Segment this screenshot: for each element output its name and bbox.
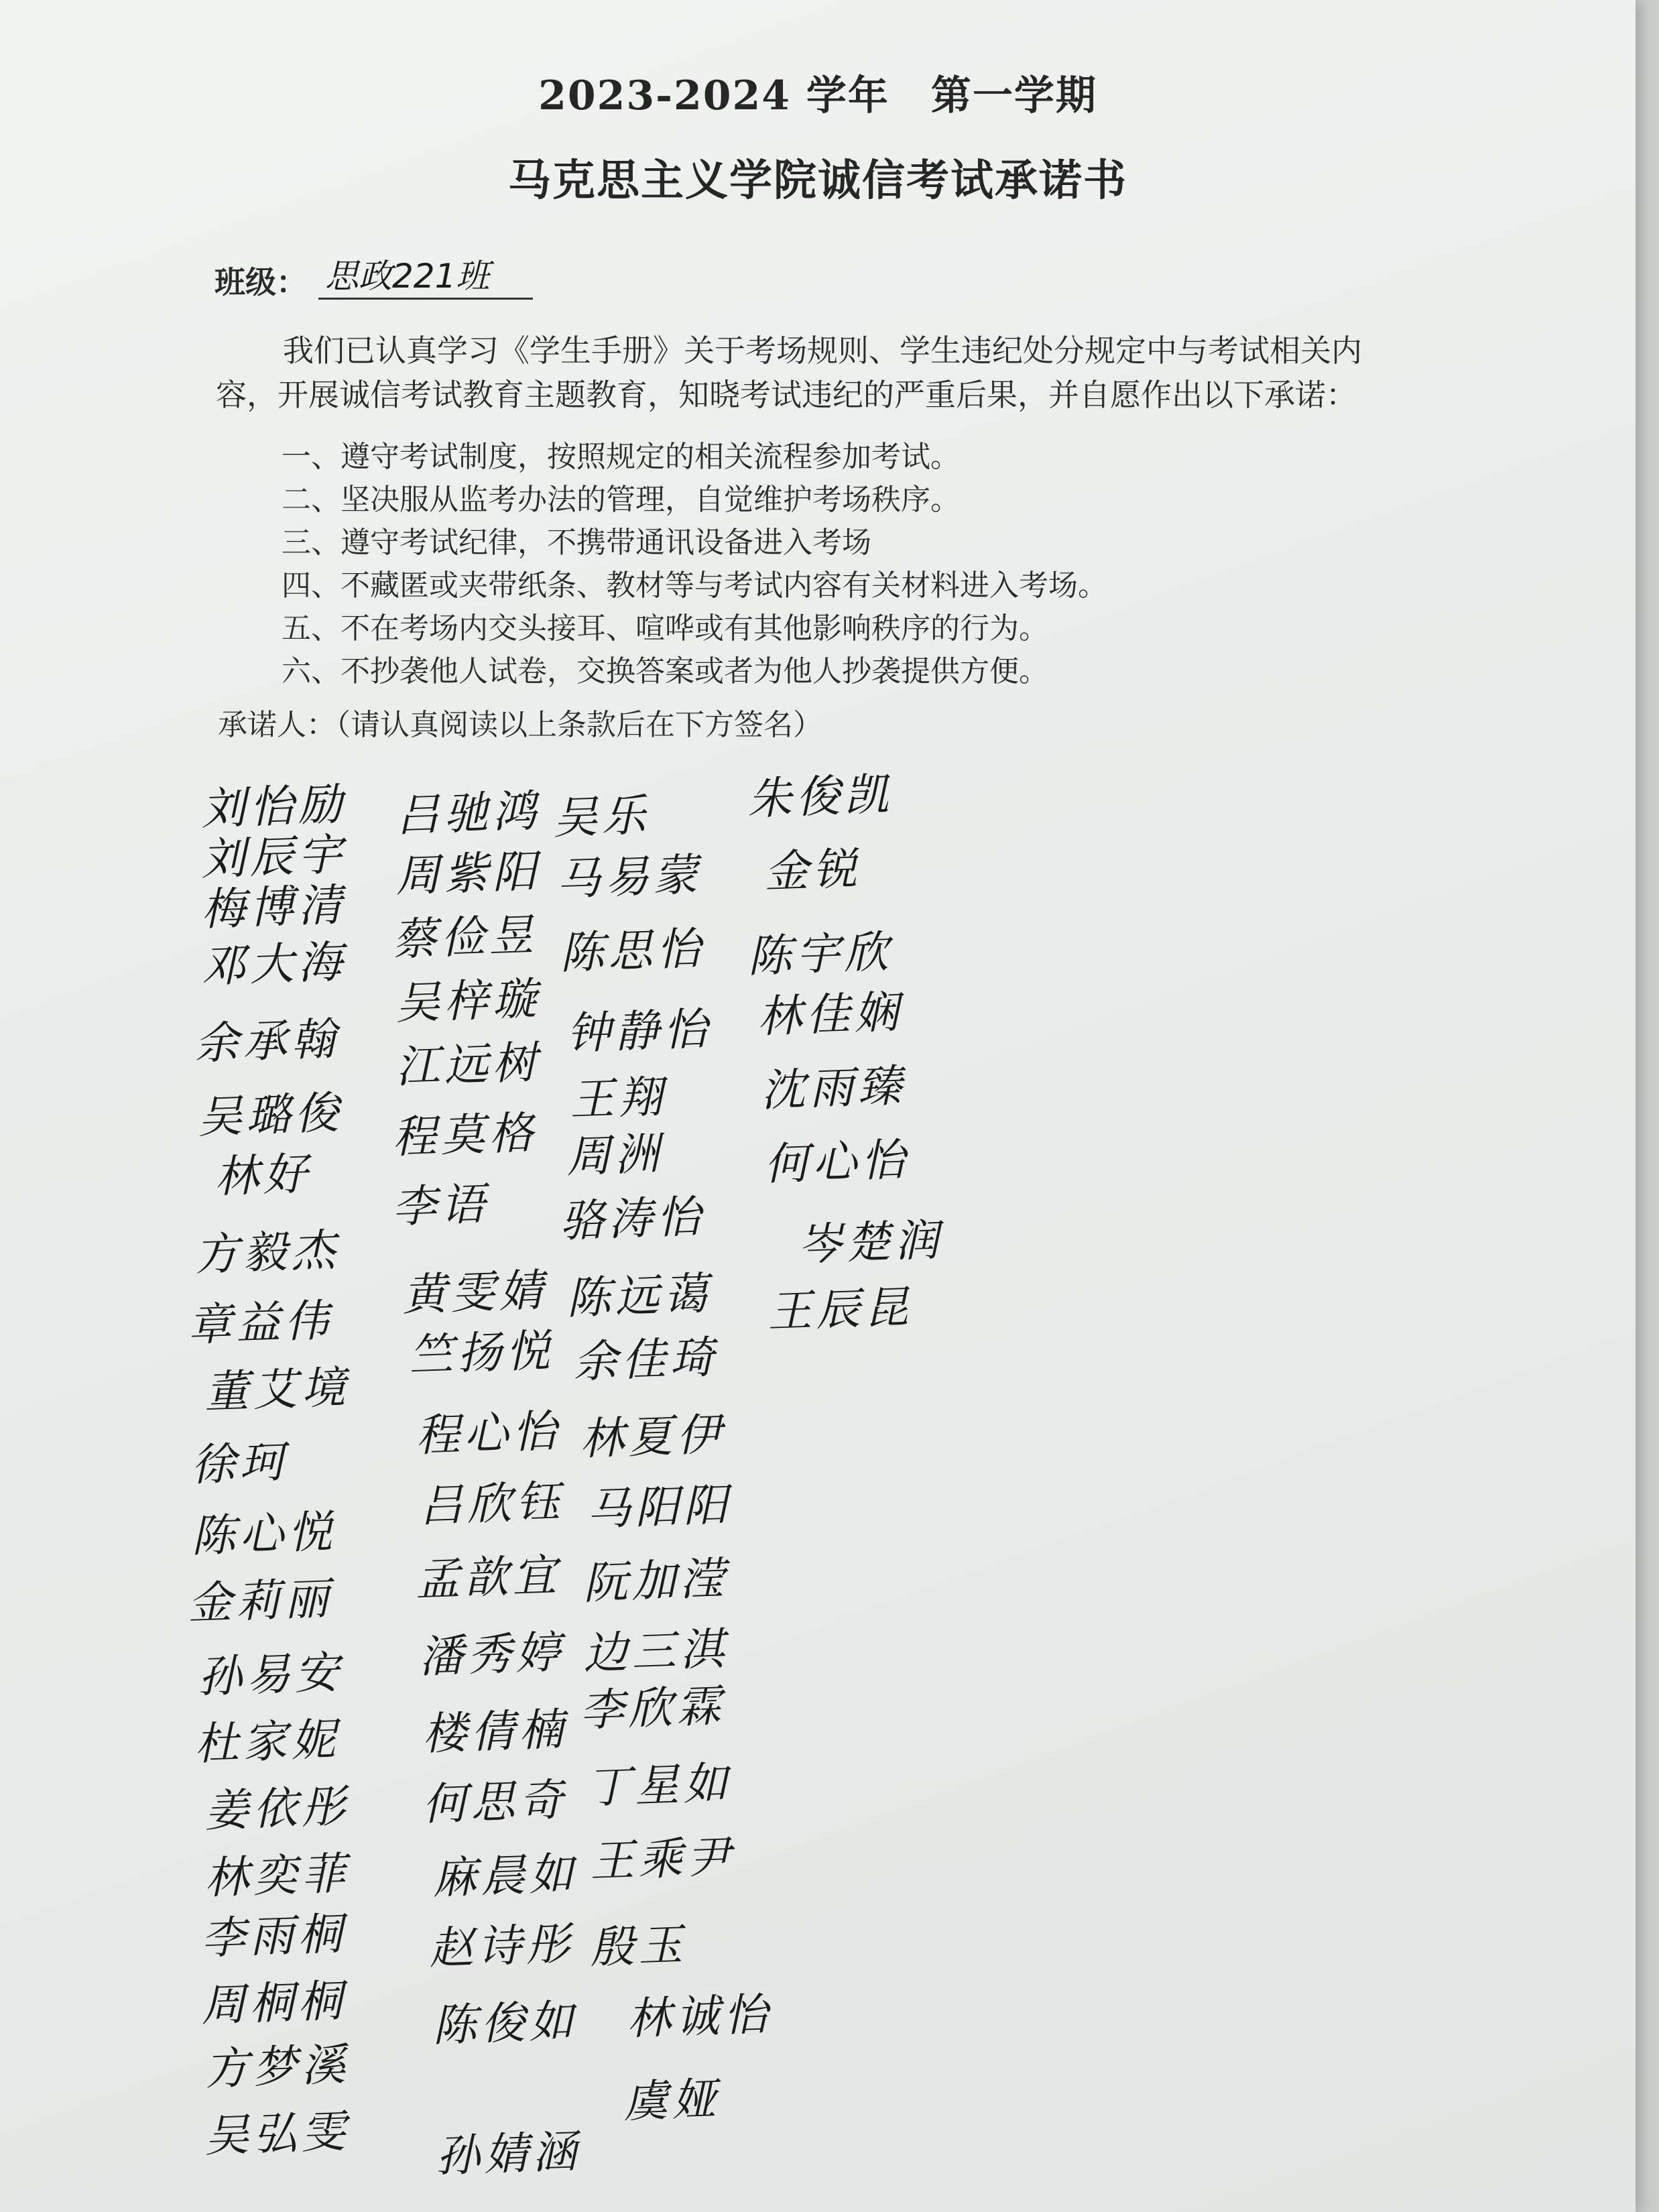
signature: 楼倩楠 [421, 1703, 568, 1760]
signature: 陈心悦 [190, 1506, 337, 1562]
signature: 王翔 [568, 1070, 668, 1126]
signature: 周紫阳 [394, 845, 542, 902]
signature: 姜依彤 [203, 1780, 351, 1837]
rule-item: 二、坚决服从监考办法的管理，自觉维护考场秩序。 [282, 483, 960, 517]
signature: 章益伟 [186, 1294, 334, 1351]
intro-paragraph: 我们已认真学习《学生手册》关于考场规则、学生违纪处分规定中与考试相关内容，开展诚信考试教育主题教育，知晓考试违纪的严重后果，并自愿作出以下承诺： [216, 332, 1362, 413]
signature: 王辰昆 [766, 1281, 914, 1338]
signature: 陈宇欣 [746, 926, 894, 983]
signature: 陈远蔼 [565, 1268, 713, 1325]
class-label: 班级： [214, 264, 307, 300]
signature: 何思奇 [421, 1774, 568, 1831]
signature: 周桐桐 [200, 1975, 347, 2032]
signature: 程莫格 [391, 1107, 538, 1164]
signature: 吴乐 [552, 789, 651, 845]
signature: 孟歆宜 [414, 1549, 562, 1606]
signature: 阮加滢 [582, 1552, 729, 1609]
signature: 林奕菲 [203, 1847, 351, 1904]
signature: 余佳琦 [572, 1331, 719, 1388]
signature: 李语 [391, 1178, 490, 1233]
promiser-label: 承诺人：（请认真阅读以上条款后在下方签名） [218, 708, 822, 742]
signature: 吴璐俊 [196, 1087, 344, 1144]
signature: 吕欣钰 [418, 1475, 565, 1532]
signature: 刘怡励 [200, 778, 347, 835]
signature: 方毅杰 [193, 1224, 341, 1281]
signature: 林好 [213, 1148, 312, 1203]
signature: 赵诗彤 [428, 1918, 575, 1975]
signature: 邓大海 [200, 936, 347, 993]
rule-item: 一、遵守考试制度，按照规定的相关流程参加考试。 [282, 440, 960, 474]
signature: 梅博清 [200, 879, 347, 936]
rule-item: 四、不藏匿或夹带纸条、教材等与考试内容有关材料进入考场。 [282, 568, 1107, 603]
signature: 方梦溪 [203, 2038, 351, 2095]
signature: 李欣霖 [578, 1680, 726, 1737]
signature: 沈雨臻 [759, 1060, 907, 1117]
signature: 董艾境 [203, 1361, 351, 1418]
signature: 吕驰鸿 [394, 785, 542, 842]
signature: 黄雯婧 [401, 1264, 548, 1321]
signature: 吴弘雯 [203, 2105, 351, 2162]
signature: 孙婧涵 [434, 2126, 582, 2183]
signature: 虞娅 [622, 2073, 721, 2128]
signature: 刘辰宇 [200, 828, 347, 885]
signature: 金莉丽 [186, 1573, 334, 1630]
signature: 丁星如 [585, 1757, 733, 1814]
signature: 潘秀婷 [418, 1626, 565, 1683]
signature: 钟静怡 [565, 1003, 713, 1060]
signature: 竺扬悦 [408, 1325, 555, 1381]
signature: 周洲 [565, 1127, 664, 1183]
signature: 王乘尹 [589, 1831, 736, 1888]
signature: 麻晨如 [431, 1847, 578, 1904]
signature: 徐珂 [190, 1436, 289, 1491]
rule-item: 三、遵守考试纪律，不携带通讯设备进入考场 [282, 526, 871, 560]
rules-list [282, 436, 1107, 693]
class-value: 思政221班 [318, 249, 533, 300]
signature: 吴梓璇 [394, 973, 542, 1030]
signature: 李雨桐 [200, 1908, 347, 1965]
signature: 骆涛怡 [558, 1190, 706, 1247]
signature: 林佳娴 [756, 986, 904, 1043]
signature: 边三淇 [582, 1623, 729, 1680]
signature: 马易蒙 [555, 849, 702, 906]
rule-item: 六、不抄袭他人试卷，交换答案或者为他人抄袭提供方便。 [282, 654, 1048, 688]
signature: 林夏伊 [578, 1408, 726, 1465]
signature: 何心怡 [763, 1133, 910, 1190]
signature: 殷玉 [589, 1918, 688, 1974]
signature: 岑楚润 [796, 1214, 944, 1271]
page-title: 马克思主义学院诚信考试承诺书 [508, 156, 1127, 206]
signature: 朱俊凯 [746, 768, 894, 825]
rule-item: 五、不在考场内交头接耳、喧哗或有其他影响秩序的行为。 [282, 611, 1048, 646]
signature: 陈思怡 [558, 922, 706, 979]
signature: 孙易安 [196, 1646, 344, 1703]
signature: 金锐 [763, 843, 862, 898]
signature: 余承翰 [193, 1013, 341, 1070]
signature: 蔡俭昱 [391, 909, 538, 966]
signature: 马阳阳 [585, 1479, 733, 1536]
signature: 杜家妮 [193, 1713, 341, 1770]
signature: 林诚怡 [625, 1988, 773, 2045]
signature: 陈俊如 [431, 1995, 578, 2052]
year-term: 2023-2024 学年 第一学期 [538, 72, 1097, 119]
signature: 江远树 [394, 1036, 542, 1093]
signature: 程心怡 [414, 1405, 562, 1462]
